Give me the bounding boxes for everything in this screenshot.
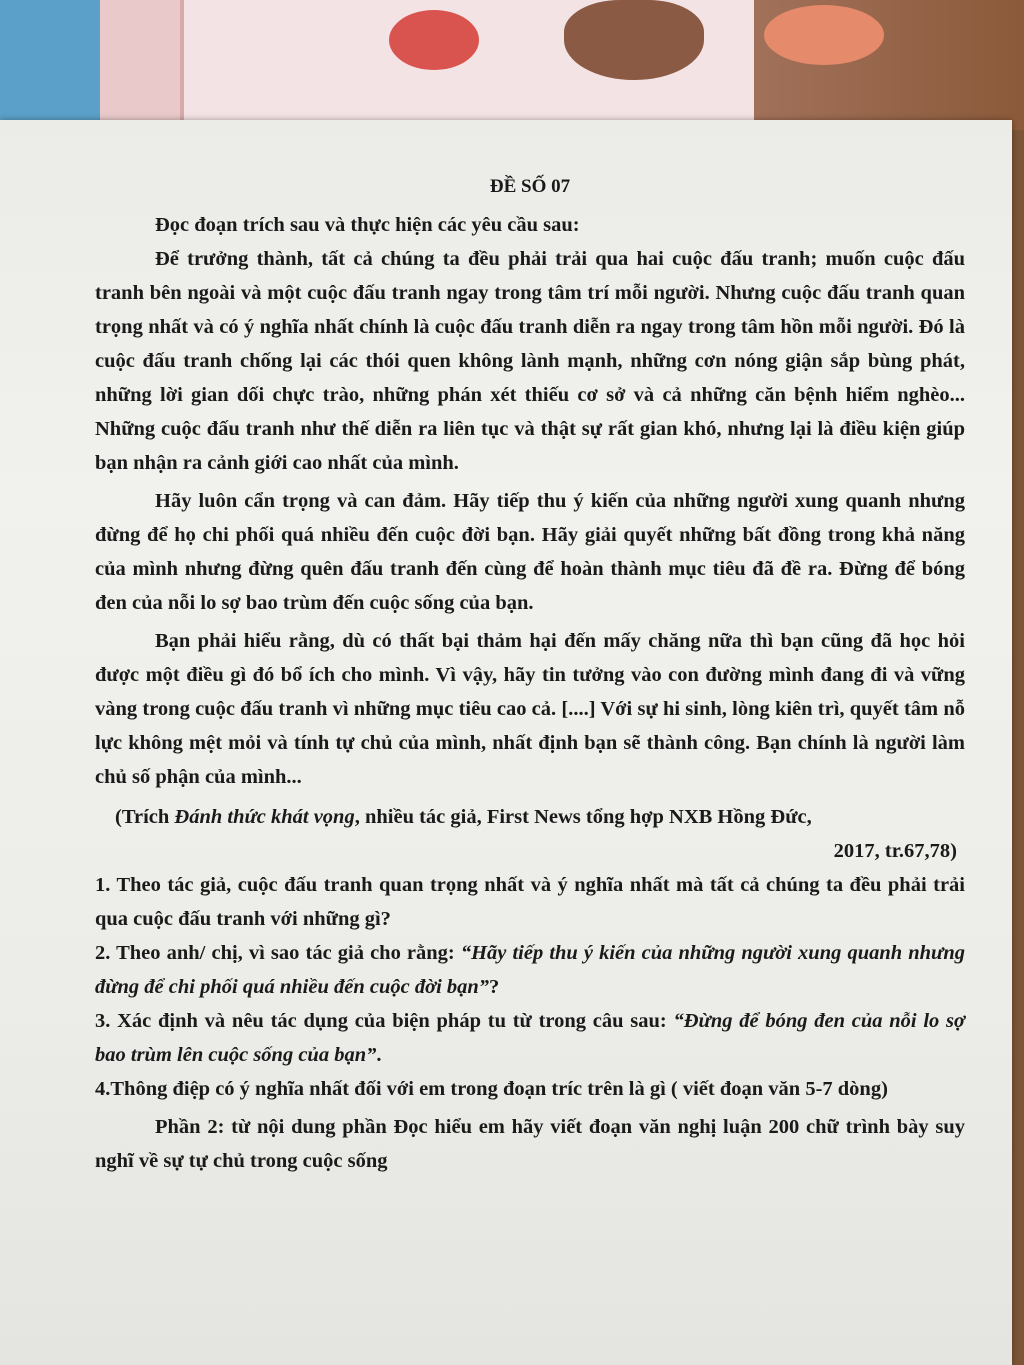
passage-paragraph-1: Để trưởng thành, tất cả chúng ta đều phải trải qua hai cuộc đấu tranh; muốn cuộc đấu tranh bên ngoài và một cuộc đấu tranh ngay trong tâm trí mỗi người. Nhưng cuộc đấu tranh quan trọng nhất và có ý nghĩa nhất chính là cuộc đấu tranh diễn ra ngay trong tâm hồn mỗi người. Đó là cuộc đấu tranh chống lại các thói quen không lành mạnh, những cơn nóng giận sắp bùng phát, những lời gian dối chực trào, những phán xét thiếu cơ sở và cả những căn bệnh hiểm nghèo... Những cuộc đấu tranh như thế diễn ra liên tục và thật sự rất gian khó, nhưng lại là điều kiện giúp bạn nhận ra cảnh giới cao nhất của mình. — [95, 248, 965, 474]
passage-paragraph-2: Hãy luôn cẩn trọng và can đảm. Hãy tiếp thu ý kiến của những người xung quanh nhưng đừng để họ chi phối quá nhiều đến cuộc đời bạn. Hãy giải quyết những bất đồng trong khả năng của mình nhưng đừng quên đấu tranh đến cùng để hoàn thành mục tiêu đã đề ra. Đừng để bóng đen của nỗi lo sợ bao trùm đến cuộc sống của bạn. — [95, 490, 965, 614]
exam-title: ĐỀ SỐ 07 — [489, 176, 571, 197]
source-book-title: Đánh thức khát vọng — [174, 806, 355, 828]
question-3: 3. Xác định và nêu tác dụng của biện pháp tu từ trong câu sau: “Đừng để bóng đen của nỗi lo sợ bao trùm lên cuộc sống của bạn”. — [95, 1010, 965, 1066]
reading-instruction: Đọc đoạn trích sau và thực hiện các yêu cầu sau: — [155, 214, 580, 236]
exam-content — [95, 170, 965, 1178]
source-citation-end: 2017, tr.67,78) — [833, 840, 957, 862]
question-2-quote: “Hãy tiếp thu ý kiến của những người xung quanh nhưng đừng để chi phối quá nhiều đến cuộc đời bạn” — [95, 942, 965, 998]
source-citation: (Trích Đánh thức khát vọng, nhiều tác giả, First News tổng hợp NXB Hồng Đức, — [115, 806, 812, 828]
question-4: 4.Thông điệp có ý nghĩa nhất đối với em trong đoạn tríc trên là gì ( viết đoạn văn 5-7 dòng) — [95, 1078, 888, 1100]
toy-illustration-right — [764, 5, 884, 65]
question-2: 2. Theo anh/ chị, vì sao tác giả cho rằng: “Hãy tiếp thu ý kiến của những người xung quanh nhưng đừng để chi phối quá nhiều đến cuộc đời bạn”? — [95, 942, 965, 998]
question-1: 1. Theo tác giả, cuộc đấu tranh quan trọng nhất và ý nghĩa nhất mà tất cả chúng ta đều phải trải qua cuộc đấu tranh với những gì? — [95, 874, 965, 930]
question-3-quote: “Đừng để bóng đen của nỗi lo sợ bao trùm lên cuộc sống của bạn” — [95, 1010, 965, 1066]
toy-illustration-center — [564, 0, 704, 80]
passage-paragraph-3: Bạn phải hiểu rằng, dù có thất bại thảm hại đến mấy chăng nữa thì bạn cũng đã học hỏi được một điều gì đó bổ ích cho mình. Vì vậy, hãy tin tưởng vào con đường mình đang đi và vững vàng trong cuộc đấu tranh vì những mục tiêu cao cả. [....] Với sự hi sinh, lòng kiên trì, quyết tâm nỗ lực không mệt mỏi và tính tự chủ của mình, nhất định bạn sẽ thành công. Bạn chính là người làm chủ số phận của mình... — [95, 630, 965, 788]
toy-illustration-left — [389, 10, 479, 70]
background-book-cover — [180, 0, 754, 120]
part-2-essay-prompt: Phần 2: từ nội dung phần Đọc hiểu em hãy viết đoạn văn nghị luận 200 chữ trình bày suy nghĩ về sự tự chủ trong cuộc sống — [95, 1116, 965, 1172]
background-table-edge — [1012, 130, 1024, 1365]
